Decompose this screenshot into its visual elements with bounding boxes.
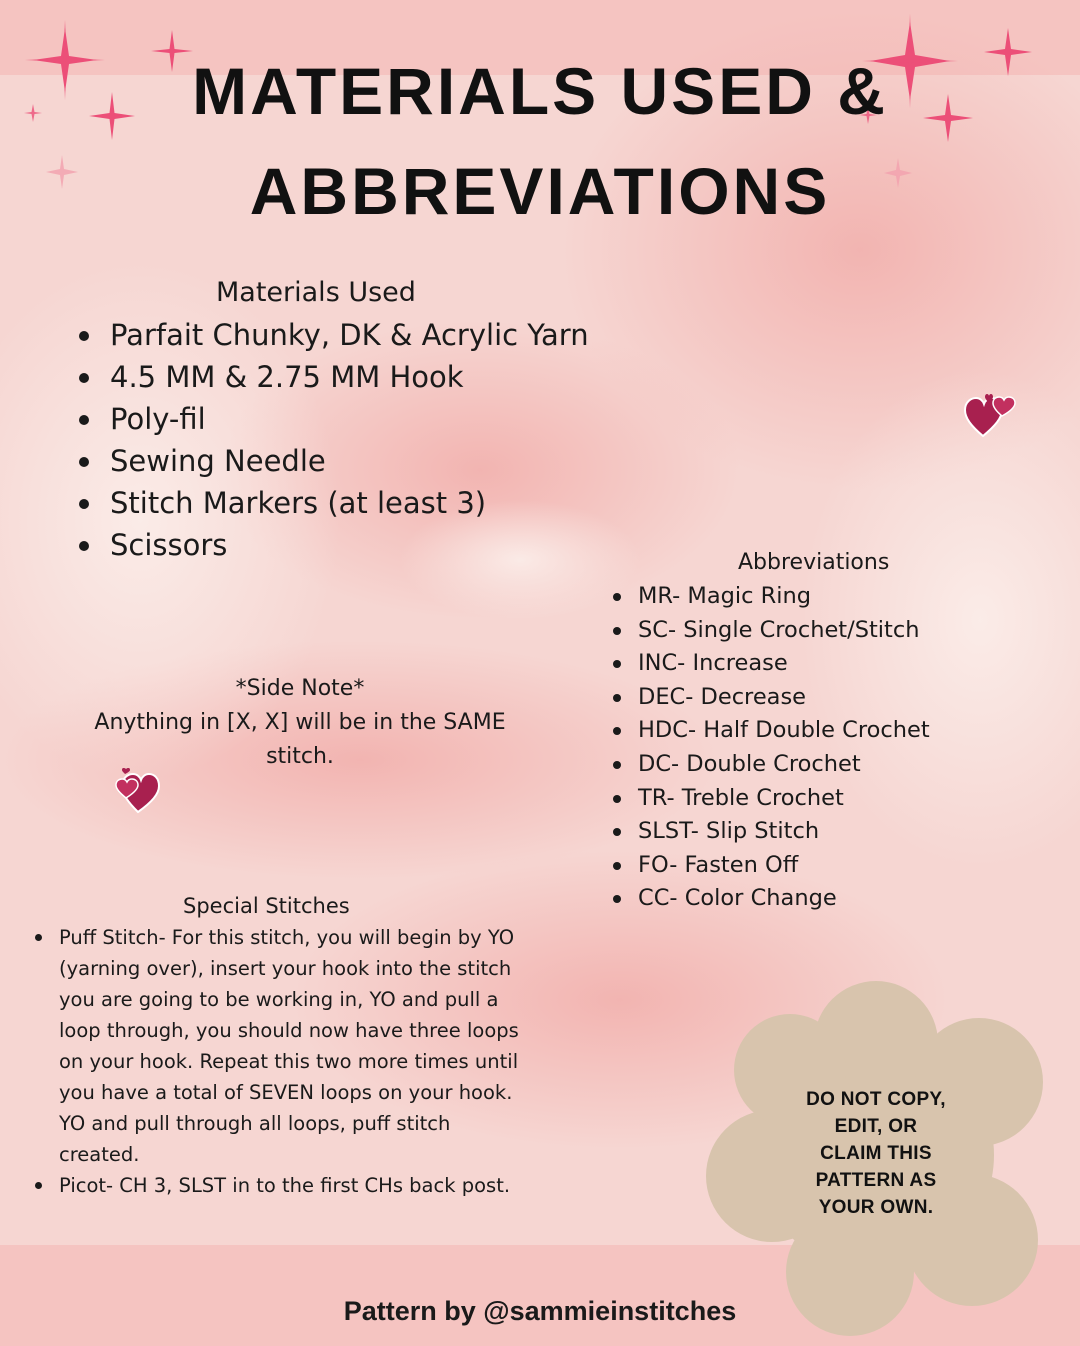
- page-title-line-2: ABBREVIATIONS: [249, 154, 831, 228]
- list-item: TR- Treble Crochet: [612, 782, 1032, 816]
- list-item: Scissors: [78, 524, 638, 566]
- notice-line-3: CLAIM THIS: [820, 1143, 932, 1164]
- materials-heading: Materials Used: [216, 277, 416, 308]
- abbreviations-list: [612, 580, 1032, 916]
- copyright-notice: [756, 1086, 996, 1221]
- list-item: MR- Magic Ring: [612, 580, 1032, 614]
- notice-line-4: PATTERN AS: [815, 1170, 937, 1191]
- special-stitches-list: [32, 922, 522, 1201]
- list-item: Poly-fil: [78, 398, 638, 440]
- list-item: Puff Stitch- For this stitch, you will begin by YO (yarning over), insert your hook into the stitch you are going to be working in, YO and pull a loop through, you should now have three loops on your hook. Repeat this two more times until you have a total of SEVEN loops on your hook. YO and pull through all loops, puff stitch created.: [32, 922, 522, 1170]
- side-note-heading: *Side Note*: [235, 676, 365, 701]
- notice-line-5: YOUR OWN.: [818, 1197, 934, 1218]
- side-note: [60, 672, 540, 774]
- side-note-line-1: Anything in [X, X] will be in the SAME: [94, 710, 506, 735]
- notice-line-2: EDIT, OR: [834, 1116, 918, 1137]
- list-item: FO- Fasten Off: [612, 849, 1032, 883]
- list-item: DEC- Decrease: [612, 681, 1032, 715]
- materials-section: [78, 272, 638, 566]
- list-item: HDC- Half Double Crochet: [612, 714, 1032, 748]
- special-stitches-heading: Special Stitches: [183, 894, 350, 918]
- list-item: Picot- CH 3, SLST in to the first CHs back post.: [32, 1170, 522, 1201]
- list-item: Sewing Needle: [78, 440, 638, 482]
- pattern-credit: Pattern by @sammieinstitches: [343, 1296, 737, 1326]
- list-item: Parfait Chunky, DK & Acrylic Yarn: [78, 314, 638, 356]
- list-item: DC- Double Crochet: [612, 748, 1032, 782]
- list-item: CC- Color Change: [612, 882, 1032, 916]
- materials-list: [78, 314, 638, 566]
- abbreviations-section: [612, 546, 1032, 916]
- list-item: INC- Increase: [612, 647, 1032, 681]
- list-item: SLST- Slip Stitch: [612, 815, 1032, 849]
- side-note-line-2: stitch.: [266, 744, 334, 769]
- abbreviations-heading: Abbreviations: [738, 550, 890, 575]
- list-item: SC- Single Crochet/Stitch: [612, 614, 1032, 648]
- special-stitches-section: [32, 890, 522, 1201]
- list-item: 4.5 MM & 2.75 MM Hook: [78, 356, 638, 398]
- page-title-line-1: MATERIALS USED &: [192, 54, 888, 128]
- list-item: Stitch Markers (at least 3): [78, 482, 638, 524]
- notice-line-1: DO NOT COPY,: [806, 1089, 946, 1110]
